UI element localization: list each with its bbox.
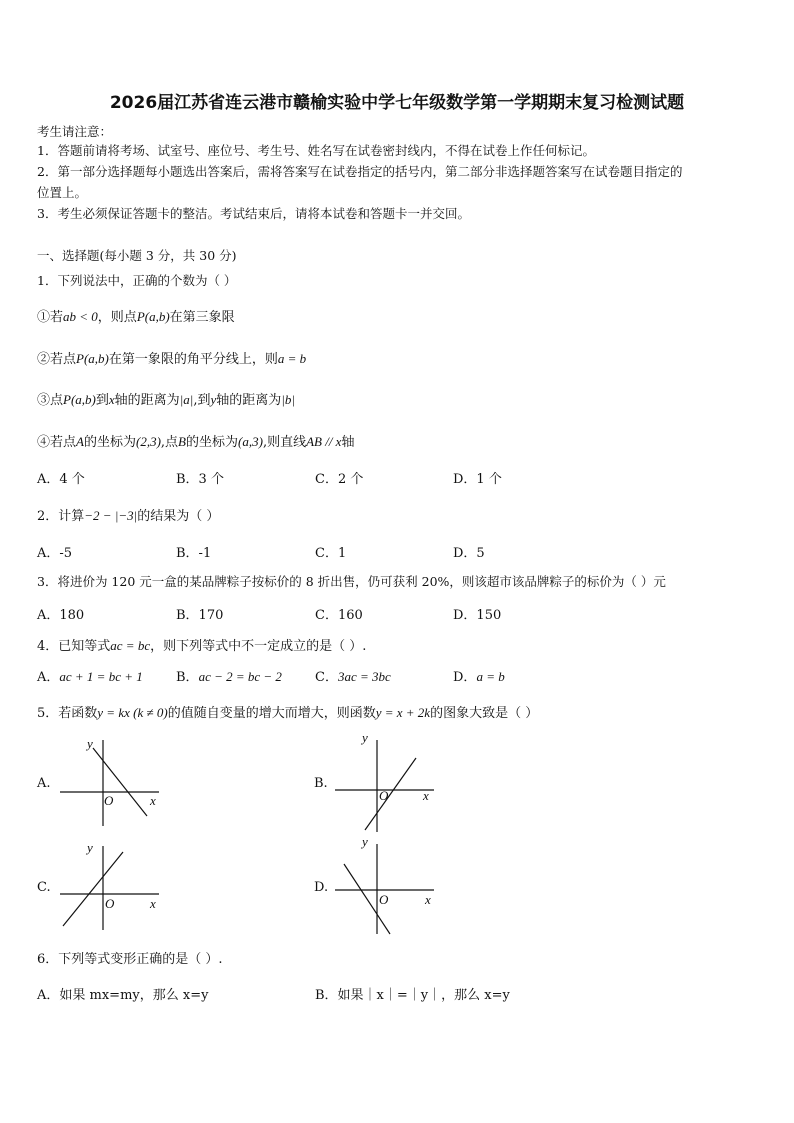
q5-option-a-label: A. — [37, 776, 51, 791]
q5-option-d-label: D. — [314, 880, 329, 895]
q5-graph-d — [330, 832, 440, 938]
q1-statement-2: ②若点P(a,b)在第一象限的角平分线上，则a = b — [37, 351, 307, 367]
q5-option-c-label: C. — [37, 880, 51, 895]
q3-option-a: A．180 — [37, 608, 85, 623]
q1-statement-4: ④若点A的坐标为(2,3),点B的坐标为(a,3),则直线AB // x轴 — [37, 434, 355, 450]
section-heading: 一、选择题(每小题 3 分，共 30 分) — [37, 248, 237, 263]
q4-option-c: C．3ac = 3bc — [315, 669, 391, 685]
q6-option-a: A．如果 mx=my，那么 x=y — [37, 988, 209, 1003]
y-axis-label: y — [87, 840, 93, 855]
q6-option-b: B．如果｜x｜=｜y｜，那么 x=y — [315, 988, 510, 1003]
notice-item-1: 1．答题前请将考场、试室号、座位号、考生号、姓名写在试卷密封线内，不得在试卷上作任何标记。 — [37, 143, 595, 158]
q5-stem: 5．若函数y = kx (k ≠ 0)的值随自变量的增大而增大，则函数y = x + 2k的图象大致是（ ） — [37, 705, 539, 721]
q5-option-b-label: B. — [314, 776, 328, 791]
x-axis-label: x — [150, 793, 156, 808]
function-line — [365, 758, 416, 830]
page-title: 2026届江苏省连云港市赣榆实验中学七年级数学第一学期期末复习检测试题 — [109, 93, 685, 113]
q4-option-a: A．ac + 1 = bc + 1 — [37, 669, 143, 685]
q4-stem: 4．已知等式ac = bc，则下列等式中不一定成立的是（ ）. — [37, 638, 367, 654]
q3-option-b: B．170 — [176, 608, 224, 623]
q5-graph-a — [55, 730, 165, 830]
y-axis-label: y — [362, 730, 368, 745]
q1-stem: 1．下列说法中，正确的个数为（ ） — [37, 273, 237, 288]
q6-stem: 6．下列等式变形正确的是（ ）. — [37, 952, 223, 967]
q3-option-c: C．160 — [315, 608, 363, 623]
q4-option-d: D．a = b — [453, 669, 505, 685]
q2-option-b: B．-1 — [176, 546, 212, 561]
q3-option-d: D．150 — [453, 608, 502, 623]
origin-label: O — [105, 896, 115, 911]
notice-item-2: 2．第一部分选择题每小题选出答案后，需将答案写在试卷指定的括号内，第二部分非选择题答案写在试卷题目指定的 — [37, 164, 683, 179]
x-axis-label: x — [425, 892, 431, 907]
q5-graph-c — [55, 838, 165, 934]
q4-option-b: B．ac − 2 = bc − 2 — [176, 669, 282, 685]
notice-item-3: 3．考生必须保证答题卡的整洁。考试结束后，请将本试卷和答题卡一并交回。 — [37, 206, 470, 221]
q2-option-d: D．5 — [453, 546, 485, 561]
q3-stem: 3．将进价为 120 元一盒的某品牌粽子按标价的 8 折出售，仍可获利 20%，则该超市该品牌粽子的标价为（ ）元 — [37, 574, 666, 589]
q1-statement-3: ③点P(a,b)到x轴的距离为|a|,到y轴的距离为|b| — [37, 392, 295, 408]
q1-option-c: C．2 个 — [315, 472, 364, 487]
x-axis-label: x — [423, 788, 429, 803]
x-axis-label: x — [150, 896, 156, 911]
y-axis-label: y — [87, 736, 93, 751]
q2-option-a: A．-5 — [37, 546, 73, 561]
y-axis-label: y — [362, 834, 368, 849]
origin-label: O — [104, 793, 114, 808]
q1-option-a: A．4 个 — [37, 472, 85, 487]
q1-statement-1: ①若ab < 0，则点P(a,b)在第三象限 — [37, 309, 235, 325]
q2-stem: 2．计算−2 − |−3|的结果为（ ） — [37, 508, 220, 524]
function-line — [63, 852, 123, 926]
q1-option-d: D．1 个 — [453, 472, 502, 487]
notice-heading: 考生请注意： — [37, 124, 113, 139]
function-line — [93, 748, 147, 816]
q5-graph-b — [330, 728, 440, 834]
origin-label: O — [379, 788, 389, 803]
notice-item-2-cont: 位置上。 — [37, 185, 88, 200]
q1-option-b: B．3 个 — [176, 472, 224, 487]
origin-label: O — [379, 892, 389, 907]
q2-option-c: C．1 — [315, 546, 347, 561]
